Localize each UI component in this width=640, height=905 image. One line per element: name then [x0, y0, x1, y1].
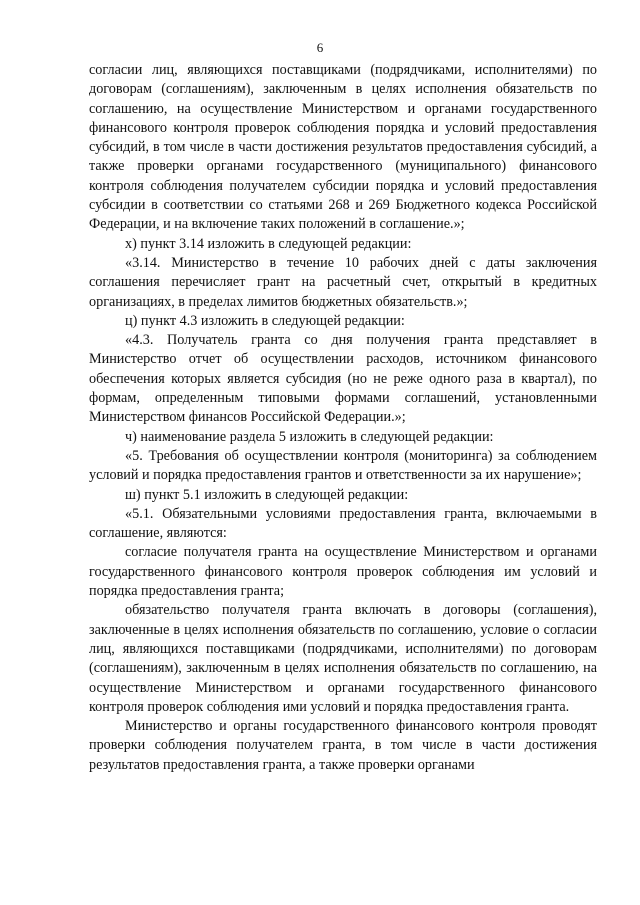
paragraph-item-kh: х) пункт 3.14 изложить в следующей редакции:	[125, 235, 412, 252]
document-body	[89, 61, 597, 775]
paragraph-clause-5-1: «5.1. Обязательными условиями предоставления гранта, включаемыми в соглашение, являются:	[89, 505, 597, 542]
paragraph-inspections: Министерство и органы государственного финансового контроля проводят проверки соблюдения получателем гранта, в том числе в части достижения результатов предоставления гранта, а также проверки органами	[89, 718, 597, 773]
paragraph-continuation: согласии лиц, являющихся поставщиками (подрядчиками, исполнителями) по договорам (соглашениям), заключенным в целях исполнения обязательств по соглашению, на осуществление Министерством и органами государственного финансового контроля проверок соблюдения порядка и условий предоставления субсидий, в том числе в части достижения результатов предоставления субсидий, а также проверки органами государственного (муниципального) финансового контроля соблюдения получателем субсидии порядка и условий предоставления субсидии в соответствии со статьями 268 и 269 Бюджетного кодекса Российской Федерации, и на включение таких положений в соглашение.»;	[89, 62, 597, 233]
paragraph-consent: согласие получателя гранта на осуществление Министерством и органами государственного финансового контроля проверок соблюдения им условий и порядка предоставления гранта;	[89, 544, 597, 600]
paragraph-item-sh: ш) пункт 5.1 изложить в следующей редакции:	[125, 486, 409, 503]
paragraph-item-ts: ц) пункт 4.3 изложить в следующей редакции:	[125, 312, 405, 329]
paragraph-obligation: обязательство получателя гранта включать в договоры (соглашения), заключенные в целях исполнения обязательств по соглашению, условие о согласии лиц, являющихся поставщиками (подрядчиками, исполнителями) по договорам (соглашениям), заключенным в целях исполнения обязательств по соглашению, на осуществление Министерством и органами государственного финансового контроля проверок соблюдения ими условий и порядка предоставления гранта.	[89, 602, 597, 715]
page-number: 6	[316, 40, 324, 55]
paragraph-item-ch: ч) наименование раздела 5 изложить в следующей редакции:	[125, 428, 494, 445]
paragraph-clause-4-3: «4.3. Получатель гранта со дня получения гранта представляет в Министерство отчет об осуществлении расходов, источником финансового обеспечения которых является субсидия (но не реже одного раза в квартал), по формам, определенным типовыми формами соглашений, установленными Министерством финансов Российской Федерации.»;	[89, 332, 597, 426]
paragraph-clause-3-14: «3.14. Министерство в течение 10 рабочих дней с даты заключения соглашения перечисляет грант на расчетный счет, открытый в кредитных организациях, в пределах лимитов бюджетных обязательств.»;	[89, 254, 597, 310]
paragraph-section-5-title: «5. Требования об осуществлении контроля (мониторинга) за соблюдением условий и порядка предоставления грантов и ответственности за их нарушение»;	[89, 447, 597, 484]
